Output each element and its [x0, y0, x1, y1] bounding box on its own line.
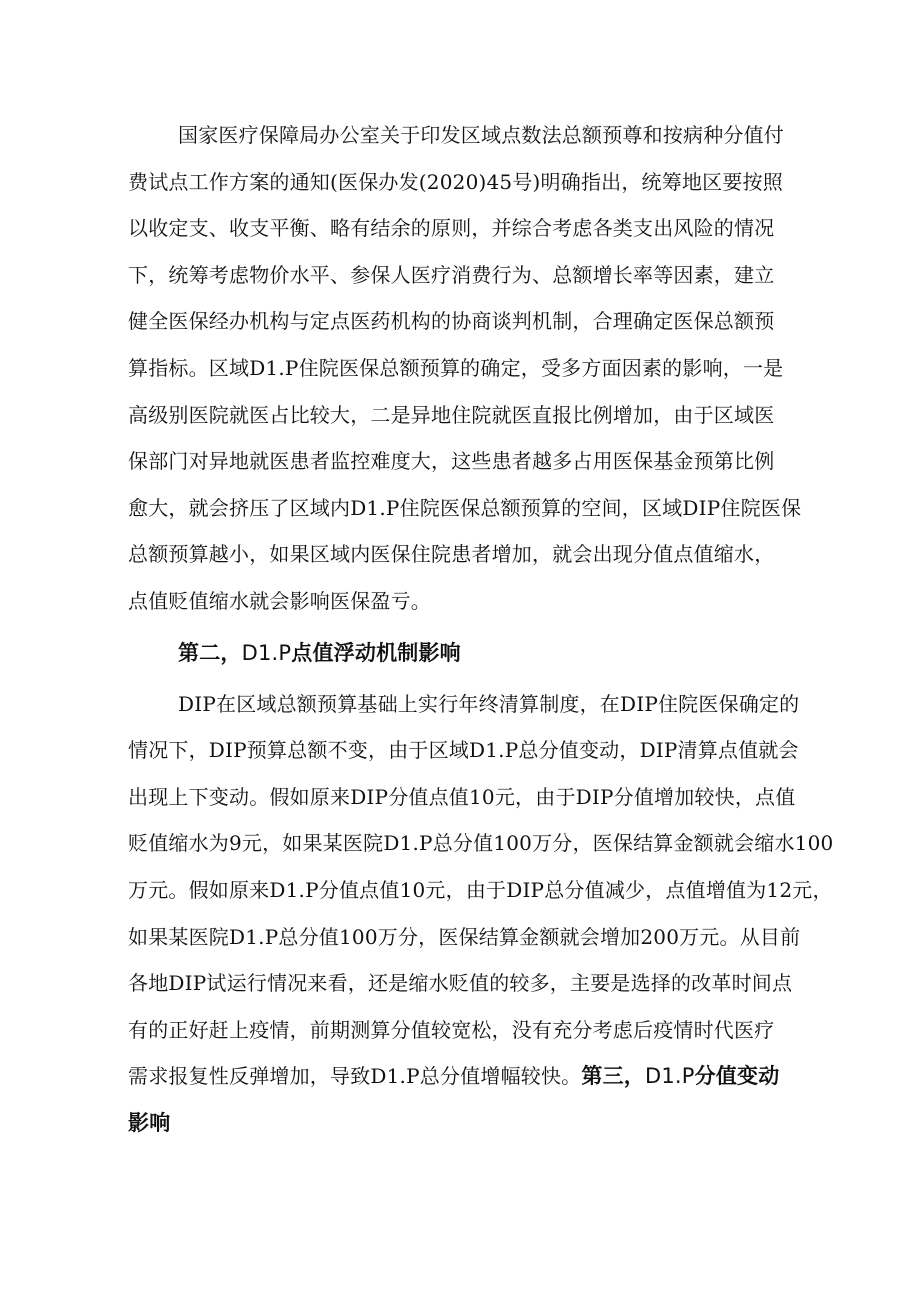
document-body	[128, 112, 834, 1146]
inline-heading	[581, 1064, 779, 1088]
paragraph-line: 健全医保经办机构与定点医药机构的协商谈判机制，合理确定医保总额预	[128, 309, 775, 334]
paragraph-line: 如果某医院D1.P总分值100万分，医保结算金额就会增加200万元。从目前	[128, 924, 801, 949]
paragraph-line: 点值贬值缩水就会影响医保盈亏。	[128, 588, 431, 613]
paragraph-line: DIP在区域总额预算基础上实行年终清算制度，在DIP住院医保确定的	[178, 691, 800, 716]
heading-latin: D1.P	[644, 1064, 695, 1089]
paragraph-line-text: 需求报复性反弹增加，导致D1.P总分值增幅较快。	[128, 1064, 582, 1089]
heading-suffix: 分值变动	[694, 1064, 780, 1089]
paragraph-line: 万元。假如原来D1.P分值点值10元，由于DIP总分值减少，点值增值为12元，	[128, 877, 833, 902]
paragraph-line: 出现上下变动。假如原来DIP分值点值10元，由于DIP分值增加较快，点值	[128, 784, 796, 809]
paragraph-line	[128, 1053, 798, 1100]
paragraph-line: 情况下，DIP预算总额不变，由于区域D1.P总分值变动，DIP清算点值就会	[128, 738, 799, 763]
paragraph-line: 愈大，就会挤压了区域内D1.P住院医保总额预算的空间，区域DIP住院医保	[128, 495, 802, 520]
paragraph-line: 各地DIP试运行情况来看，还是缩水贬值的较多，主要是选择的改革时间点	[128, 971, 793, 996]
paragraph-line: 总额预算越小，如果区域内医保住院患者增加，就会出现分值点值缩水，	[128, 542, 775, 567]
paragraph-line: 贬值缩水为9元，如果某医院D1.P总分值100万分，医保结算金额就会缩水100	[128, 831, 834, 856]
heading-prefix: 第三，	[581, 1064, 645, 1089]
paragraph-line: 高级别医院就医占比较大，二是异地住院就医直报比例增加，由于区域医	[128, 402, 775, 427]
paragraph-line: 算指标。区域D1.P住院医保总额预算的确定，受多方面因素的影响，一是	[128, 355, 784, 380]
paragraph-line: 国家医疗保障局办公室关于印发区域点数法总额预尊和按病种分值付	[178, 123, 784, 147]
paragraph-line: 费试点工作方案的通知(医保办发(2020)45号)明确指出，统筹地区要按照	[128, 169, 783, 194]
paragraph-line: 有的正好赶上疫情，前期测算分值较宽松，没有充分考虑后疫情时代医疗	[128, 1017, 775, 1042]
heading-prefix: 第二，	[178, 640, 242, 665]
heading-suffix: 点值浮动机制影响	[291, 640, 461, 665]
paragraph-line: 以收定支、收支平衡、略有结余的原则，并综合考虑各类支出风险的情况	[128, 216, 775, 241]
paragraph-line: 下，统筹考虑物价水平、参保人医疗消费行为、总额增长率等因素，建立	[128, 262, 775, 287]
paragraph-line: 保部门对异地就医患者监控难度大，这些患者越多占用医保基金预第比例	[128, 449, 775, 474]
section-heading	[128, 625, 798, 681]
heading-latin: D1.P	[241, 640, 292, 665]
heading-continuation: 影响	[128, 1110, 171, 1135]
